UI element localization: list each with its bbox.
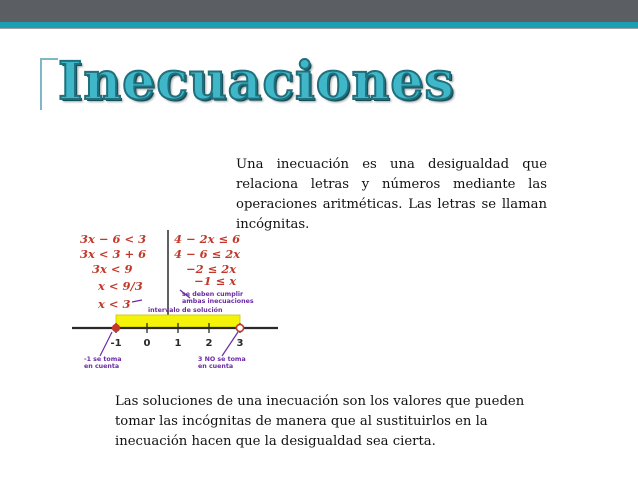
conclusion-line: Las soluciones de una inecuación son los valores que pueden <box>115 394 525 409</box>
note-right-line: 3 NO se toma <box>198 356 246 363</box>
left-step: 3x < 3 + 6 <box>80 247 147 261</box>
conclusion-line: inecuación hacen que la desigualdad sea cierta. <box>115 434 436 449</box>
inequality-figure <box>70 228 280 378</box>
tick-label: 3 <box>236 338 244 349</box>
conclusion-line: tomar las incógnitas de manera que al sustituirlos en la <box>115 414 488 429</box>
left-step: 3x − 6 < 3 <box>80 232 147 246</box>
left-step: x < 3 <box>98 297 131 311</box>
endpoint-closed <box>112 324 119 331</box>
annotation-both-line: ambas inecuaciones <box>182 298 254 305</box>
right-step: −1 ≤ x <box>194 274 237 288</box>
annotation-arrow-left <box>132 300 142 302</box>
conclusion-paragraph <box>115 392 555 452</box>
top-band-line <box>0 28 638 29</box>
slide-title: Inecuaciones <box>58 51 455 112</box>
note-left-line: en cuenta <box>84 363 120 370</box>
annotation-interval: intervalo de solución <box>148 307 223 314</box>
right-step: −2 ≤ 2x <box>186 262 237 276</box>
right-step: 4 − 2x ≤ 6 <box>174 232 241 246</box>
left-step: 3x < 9 <box>92 262 133 276</box>
left-step: x < 9/3 <box>98 279 143 293</box>
tick-label: -1 <box>110 338 122 349</box>
annotation-both-line: se deben cumplir <box>182 291 244 298</box>
tick-label: 1 <box>174 338 182 349</box>
note-right-line: en cuenta <box>198 363 234 370</box>
intro-paragraph: Una inecuación es una desigualdad que relaciona letras y números mediante las operaciones aritméticas. Las letras se llaman incógnitas. <box>236 157 547 232</box>
top-band-dark <box>0 0 638 22</box>
title-bracket-decoration <box>40 58 58 110</box>
tick-label: 2 <box>205 338 213 349</box>
tick-label: 0 <box>143 338 151 349</box>
endpoint-open <box>236 324 243 331</box>
right-step: 4 − 6 ≤ 2x <box>174 247 241 261</box>
note-left-line: -1 se toma <box>84 356 122 363</box>
